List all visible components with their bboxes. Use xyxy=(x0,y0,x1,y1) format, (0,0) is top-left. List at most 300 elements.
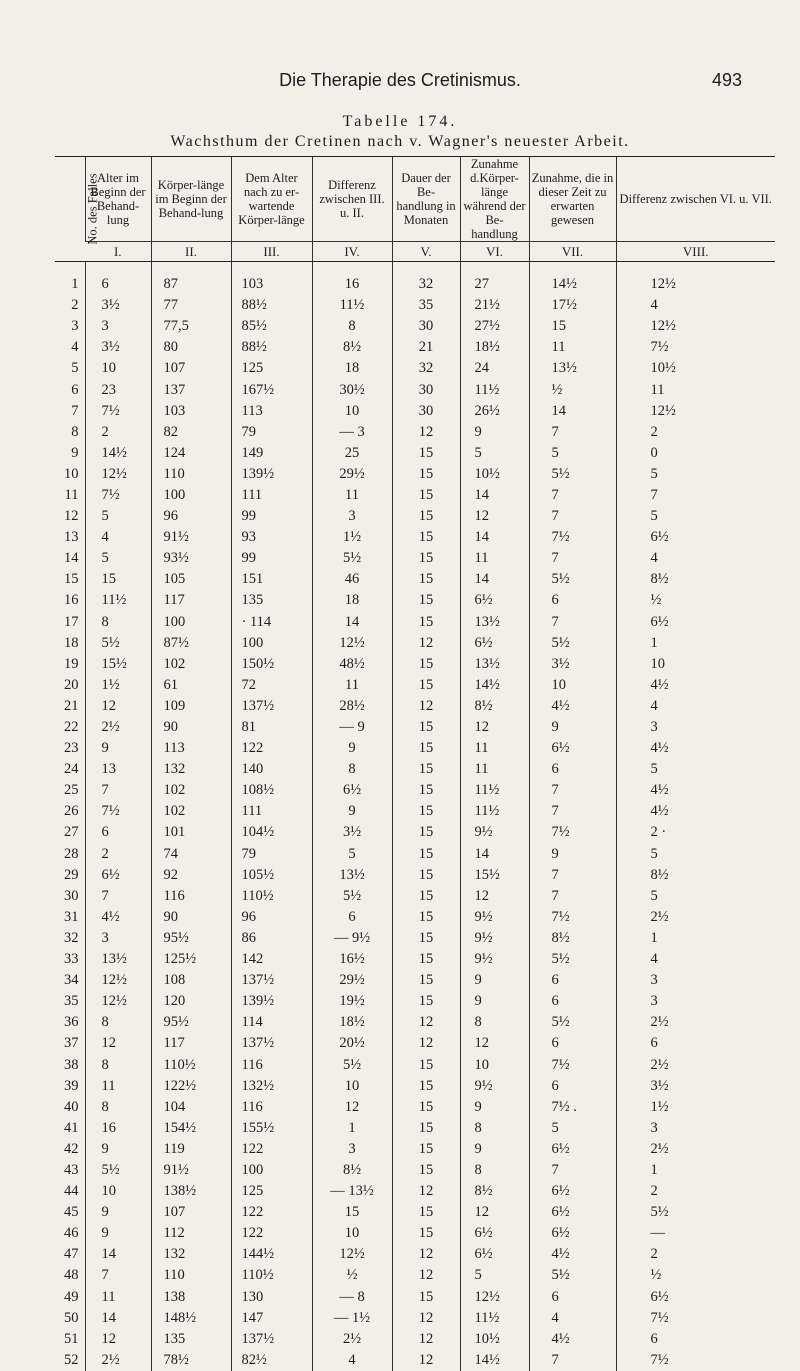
table-cell: 4½ xyxy=(616,675,775,696)
table-cell: 105½ xyxy=(231,865,312,886)
case-number-cell: 5 xyxy=(71,360,79,377)
table-cell: 3 xyxy=(312,1139,392,1160)
table-cell: 4 xyxy=(616,949,775,970)
table-cell: 30 xyxy=(392,316,460,337)
table-cell: 29½ xyxy=(312,464,392,485)
table-cell: 6½ xyxy=(460,633,529,654)
table-cell: 8½ xyxy=(460,696,529,717)
table-cell: 112 xyxy=(151,1223,231,1244)
table-cell: 91½ xyxy=(151,527,231,548)
table-label: Tabelle 174. xyxy=(342,113,458,130)
table-cell: 105 xyxy=(151,569,231,590)
table-cell: 18 xyxy=(312,358,392,379)
table-row xyxy=(55,1033,775,1054)
case-number-cell: 17 xyxy=(64,613,79,630)
table-cell: 6½ xyxy=(616,1287,775,1308)
table-cell: 15 xyxy=(312,1202,392,1223)
column-numeral-7: VII. xyxy=(529,242,616,262)
table-cell: 4½ xyxy=(529,696,616,717)
table-cell: 10 xyxy=(85,358,151,379)
table-cell: 116 xyxy=(231,1054,312,1075)
case-number-cell: 34 xyxy=(64,972,79,989)
table-cell: 16½ xyxy=(312,949,392,970)
table-cell: 15 xyxy=(392,485,460,506)
table-cell: 5½ xyxy=(312,548,392,569)
table-cell: 88½ xyxy=(231,337,312,358)
table-cell: 4½ xyxy=(616,780,775,801)
table-cell: ½ xyxy=(616,590,775,611)
table-cell: 1 xyxy=(616,633,775,654)
table-cell: 29½ xyxy=(312,970,392,991)
table-cell: 9 xyxy=(85,1139,151,1160)
table-row xyxy=(55,717,775,738)
case-number-cell: 49 xyxy=(64,1288,79,1305)
table-row xyxy=(55,422,775,443)
table-cell: 122 xyxy=(231,1223,312,1244)
table-cell: 12 xyxy=(392,1308,460,1329)
table-cell: 26½ xyxy=(460,401,529,422)
table-cell: 9 xyxy=(312,738,392,759)
table-cell: 13½ xyxy=(85,949,151,970)
table-row xyxy=(55,337,775,358)
table-cell: 13½ xyxy=(460,654,529,675)
table-cell: 3 xyxy=(616,1118,775,1139)
table-cell: 11 xyxy=(460,738,529,759)
table-cell: 15 xyxy=(392,464,460,485)
table-cell: 10½ xyxy=(460,464,529,485)
table-cell: 132 xyxy=(151,1244,231,1265)
column-header-2: Körper-länge im Beginn der Behand-lung xyxy=(151,157,231,242)
table-cell: 2½ xyxy=(312,1329,392,1350)
table-cell: 9½ xyxy=(460,1076,529,1097)
case-number-cell: 8 xyxy=(71,423,79,440)
table-row xyxy=(55,675,775,696)
table-cell: 9½ xyxy=(460,822,529,843)
table-cell: 1½ xyxy=(85,675,151,696)
case-number-cell: 27 xyxy=(64,824,79,841)
table-cell: 78½ xyxy=(151,1350,231,1371)
table-cell: 6 xyxy=(616,1033,775,1054)
table-cell: 15 xyxy=(392,612,460,633)
table-row xyxy=(55,612,775,633)
table-cell: 5½ xyxy=(312,1054,392,1075)
table-cell: 3½ xyxy=(85,337,151,358)
table-cell: 111 xyxy=(231,801,312,822)
table-cell: 15 xyxy=(392,1118,460,1139)
table-cell: 15 xyxy=(392,759,460,780)
table-cell: 8 xyxy=(85,1097,151,1118)
table-cell: 9 xyxy=(460,1097,529,1118)
table-cell: 14 xyxy=(460,527,529,548)
table-cell: 12 xyxy=(392,1350,460,1371)
table-cell: 125½ xyxy=(151,949,231,970)
table-cell: 6 xyxy=(529,1076,616,1097)
table-cell: 6 xyxy=(312,907,392,928)
table-cell: 8½ xyxy=(529,928,616,949)
table-cell: 7 xyxy=(529,548,616,569)
table-cell: 23 xyxy=(85,379,151,400)
table-cell: 9 xyxy=(460,991,529,1012)
table-cell: 2 · xyxy=(616,822,775,843)
table-cell: 150½ xyxy=(231,654,312,675)
table-cell: 132 xyxy=(151,759,231,780)
table-row xyxy=(55,379,775,400)
table-cell: 125 xyxy=(231,1181,312,1202)
table-row xyxy=(55,569,775,590)
table-cell: 148½ xyxy=(151,1308,231,1329)
table-cell: 6½ xyxy=(460,1223,529,1244)
table-row xyxy=(55,527,775,548)
table-cell: 15 xyxy=(392,949,460,970)
table-cell: 30½ xyxy=(312,379,392,400)
table-cell: 48½ xyxy=(312,654,392,675)
table-cell: 3½ xyxy=(85,295,151,316)
table-cell: 3½ xyxy=(616,1076,775,1097)
case-number-cell: 16 xyxy=(64,592,79,609)
table-cell: 117 xyxy=(151,590,231,611)
table-cell: 104 xyxy=(151,1097,231,1118)
table-cell: 72 xyxy=(231,675,312,696)
table-cell: 147 xyxy=(231,1308,312,1329)
table-cell: 6½ xyxy=(460,1244,529,1265)
table-cell: 28½ xyxy=(312,696,392,717)
table-cell: 15½ xyxy=(85,654,151,675)
table-cell: 16 xyxy=(312,262,392,296)
table-cell: 7 xyxy=(529,780,616,801)
table-cell: 25 xyxy=(312,443,392,464)
table-cell: 20½ xyxy=(312,1033,392,1054)
table-cell: 4 xyxy=(529,1308,616,1329)
table-cell: 61 xyxy=(151,675,231,696)
table-cell: 15 xyxy=(392,738,460,759)
table-cell: 9 xyxy=(312,801,392,822)
table-cell: 12 xyxy=(312,1097,392,1118)
table-cell: 30 xyxy=(392,379,460,400)
table-cell: 110½ xyxy=(231,1265,312,1286)
table-cell: 3 xyxy=(616,970,775,991)
table-cell: 14 xyxy=(85,1308,151,1329)
column-headers xyxy=(55,157,775,242)
column-header-3: Dem Alter nach zu er-wartende Körper-länge xyxy=(231,157,312,242)
table-cell: 138½ xyxy=(151,1181,231,1202)
table-cell: 10½ xyxy=(616,358,775,379)
table-cell: 100 xyxy=(231,633,312,654)
table-cell: 12½ xyxy=(616,401,775,422)
table-row xyxy=(55,1076,775,1097)
table-row xyxy=(55,970,775,991)
table-row xyxy=(55,548,775,569)
case-number-cell: 1 xyxy=(71,276,79,293)
table-cell: 82½ xyxy=(231,1350,312,1371)
table-cell: 5 xyxy=(616,464,775,485)
table-cell: 120 xyxy=(151,991,231,1012)
table-cell: 155½ xyxy=(231,1118,312,1139)
table-cell: 11½ xyxy=(312,295,392,316)
table-cell: 5 xyxy=(312,844,392,865)
table-cell: 16 xyxy=(85,1118,151,1139)
table-cell: 14½ xyxy=(529,262,616,296)
table-cell: 19½ xyxy=(312,991,392,1012)
table-cell: 9 xyxy=(460,970,529,991)
table-cell: 12½ xyxy=(616,262,775,296)
table-cell: 1 xyxy=(312,1118,392,1139)
table-cell: 111 xyxy=(231,485,312,506)
table-row xyxy=(55,295,775,316)
table-cell: 3 xyxy=(616,991,775,1012)
table-cell: 5 xyxy=(616,844,775,865)
table-row xyxy=(55,1202,775,1223)
table-cell: 7½ xyxy=(85,801,151,822)
table-cell: 14 xyxy=(312,612,392,633)
table-cell: 15 xyxy=(392,717,460,738)
table-row xyxy=(55,991,775,1012)
table-cell: 4½ xyxy=(529,1329,616,1350)
table-cell: 5 xyxy=(85,548,151,569)
table-row xyxy=(55,1181,775,1202)
table-row xyxy=(55,262,775,296)
table-cell: 6½ xyxy=(529,738,616,759)
table-cell: 27 xyxy=(460,262,529,296)
table-cell: 93 xyxy=(231,527,312,548)
table-cell: 7½ xyxy=(529,822,616,843)
table-cell: 5 xyxy=(529,1118,616,1139)
table-cell: 12 xyxy=(460,506,529,527)
case-number-cell: 45 xyxy=(64,1204,79,1221)
table-cell: 15 xyxy=(392,654,460,675)
table-cell: 122 xyxy=(231,1139,312,1160)
table-cell: 5 xyxy=(616,759,775,780)
table-cell: 6½ xyxy=(616,612,775,633)
table-cell: 5½ xyxy=(529,949,616,970)
case-number-cell: 36 xyxy=(64,1014,79,1031)
table-row xyxy=(55,865,775,886)
table-cell: 7 xyxy=(616,485,775,506)
case-number-cell: 39 xyxy=(64,1077,79,1094)
table-cell: 4 xyxy=(616,548,775,569)
table-row xyxy=(55,1244,775,1265)
table-cell: 8 xyxy=(312,316,392,337)
table-cell: 5½ xyxy=(85,633,151,654)
table-cell: 1½ xyxy=(616,1097,775,1118)
table-row xyxy=(55,844,775,865)
case-number-cell: 18 xyxy=(64,634,79,651)
table-cell: 24 xyxy=(460,358,529,379)
table-cell: 12½ xyxy=(460,1287,529,1308)
table-cell: 15 xyxy=(392,1139,460,1160)
table-cell: 100 xyxy=(231,1160,312,1181)
table-cell: 15 xyxy=(392,822,460,843)
table-cell: 9 xyxy=(529,844,616,865)
table-cell: 14 xyxy=(460,844,529,865)
column-header-0 xyxy=(55,157,100,262)
table-cell: 13½ xyxy=(460,612,529,633)
table-row xyxy=(55,1329,775,1350)
table-cell: 7½ xyxy=(85,485,151,506)
table-cell: 12½ xyxy=(85,464,151,485)
table-cell: 15 xyxy=(392,970,460,991)
table-cell: 13½ xyxy=(312,865,392,886)
table-cell: 6 xyxy=(529,759,616,780)
table-row xyxy=(55,1308,775,1329)
table-cell: 9 xyxy=(529,717,616,738)
table-cell: 2 xyxy=(616,1181,775,1202)
table-cell: 8½ xyxy=(312,337,392,358)
table-cell: 5½ xyxy=(529,1012,616,1033)
table-cell: 8 xyxy=(460,1118,529,1139)
table-cell: 142 xyxy=(231,949,312,970)
table-cell: 140 xyxy=(231,759,312,780)
table-cell: 11 xyxy=(616,379,775,400)
case-number-cell: 22 xyxy=(64,719,79,736)
table-cell: 46 xyxy=(312,569,392,590)
table-cell: 14 xyxy=(85,1244,151,1265)
table-cell: 7½ xyxy=(85,401,151,422)
table-row xyxy=(55,696,775,717)
table-row xyxy=(55,1265,775,1286)
case-number-cell: 41 xyxy=(64,1119,79,1136)
table-cell: 87½ xyxy=(151,633,231,654)
table-row xyxy=(55,1054,775,1075)
table-cell: 5½ xyxy=(529,569,616,590)
case-number-cell: 42 xyxy=(64,1140,79,1157)
table-cell: 137½ xyxy=(231,1329,312,1350)
table-cell: 15 xyxy=(392,907,460,928)
table-cell: 99 xyxy=(231,506,312,527)
case-number-cell: 29 xyxy=(64,866,79,883)
table-cell: 79 xyxy=(231,844,312,865)
table-cell: 1½ xyxy=(312,527,392,548)
case-number-cell: 44 xyxy=(64,1183,79,1200)
table-cell: 7 xyxy=(529,1160,616,1181)
table-cell: 12 xyxy=(460,886,529,907)
table-cell: 7 xyxy=(529,506,616,527)
table-cell: 90 xyxy=(151,907,231,928)
table-cell: 6½ xyxy=(85,865,151,886)
table-row xyxy=(55,633,775,654)
table-cell: 11 xyxy=(85,1076,151,1097)
case-number-cell: 3 xyxy=(71,318,79,335)
table-cell: 87 xyxy=(151,262,231,296)
table-cell: 82 xyxy=(151,422,231,443)
table-cell: 91½ xyxy=(151,1160,231,1181)
table-cell: 11½ xyxy=(460,780,529,801)
table-cell: 96 xyxy=(151,506,231,527)
table-cell: 6 xyxy=(529,590,616,611)
case-number-cell: 48 xyxy=(64,1267,79,1284)
table-cell: 96 xyxy=(231,907,312,928)
table-cell: 102 xyxy=(151,654,231,675)
table-row xyxy=(55,759,775,780)
table-row xyxy=(55,401,775,422)
table-cell: 4½ xyxy=(85,907,151,928)
table-cell: 12½ xyxy=(85,991,151,1012)
column-numeral-5: V. xyxy=(392,242,460,262)
case-number-cell: 11 xyxy=(64,486,79,503)
table-cell: 10 xyxy=(460,1054,529,1075)
table-cell: 12 xyxy=(392,1329,460,1350)
table-cell: 2 xyxy=(85,422,151,443)
table-row xyxy=(55,1139,775,1160)
table-cell: 8½ xyxy=(460,1181,529,1202)
table-cell: 122½ xyxy=(151,1076,231,1097)
table-cell: 5½ xyxy=(529,1265,616,1286)
table-cell: 11 xyxy=(460,548,529,569)
case-number-cell: 26 xyxy=(64,803,79,820)
case-number-header: No. des Falles xyxy=(85,173,100,245)
table-cell: 15 xyxy=(392,1223,460,1244)
table-cell: 135 xyxy=(231,590,312,611)
table-cell: 154½ xyxy=(151,1118,231,1139)
table-cell: 81 xyxy=(231,717,312,738)
table-cell: 15 xyxy=(392,527,460,548)
table-cell: 11½ xyxy=(85,590,151,611)
table-cell: 4½ xyxy=(616,801,775,822)
table-cell: 104½ xyxy=(231,822,312,843)
table-cell: 86 xyxy=(231,928,312,949)
table-cell: 12 xyxy=(85,1033,151,1054)
table-cell: 15 xyxy=(392,548,460,569)
table-cell: 18½ xyxy=(460,337,529,358)
case-number-cell: 7 xyxy=(71,402,79,419)
table-cell: 122 xyxy=(231,1202,312,1223)
table-cell: 6½ xyxy=(312,780,392,801)
table-cell: 12 xyxy=(392,422,460,443)
case-number-cell: 20 xyxy=(64,676,79,693)
table-cell: 5½ xyxy=(85,1160,151,1181)
table-cell: 2½ xyxy=(85,717,151,738)
table-cell: 10 xyxy=(529,675,616,696)
table-cell: — 8 xyxy=(312,1287,392,1308)
table-cell: 5½ xyxy=(616,1202,775,1223)
table-cell: 12 xyxy=(392,1012,460,1033)
table-cell: ½ xyxy=(312,1265,392,1286)
table-row xyxy=(55,654,775,675)
table-cell: 125 xyxy=(231,358,312,379)
case-number-cell: 23 xyxy=(64,740,79,757)
case-number-cell: 50 xyxy=(64,1309,79,1326)
case-number-cell: 10 xyxy=(64,465,79,482)
case-number-cell: 14 xyxy=(64,550,79,567)
table-row xyxy=(55,1097,775,1118)
table-cell: 15 xyxy=(392,1076,460,1097)
table-cell: 77,5 xyxy=(151,316,231,337)
table-cell: 7 xyxy=(529,801,616,822)
table-cell: 15 xyxy=(529,316,616,337)
table-cell: 15 xyxy=(392,1202,460,1223)
table-cell: 6½ xyxy=(529,1181,616,1202)
table-cell: 2½ xyxy=(616,1054,775,1075)
table-cell: 3 xyxy=(85,928,151,949)
table-cell: ½ xyxy=(616,1265,775,1286)
table-row xyxy=(55,780,775,801)
table-cell: 103 xyxy=(151,401,231,422)
table-cell: 3½ xyxy=(312,822,392,843)
table-cell: 167½ xyxy=(231,379,312,400)
table-row xyxy=(55,738,775,759)
table-cell: 117 xyxy=(151,1033,231,1054)
table-cell: 99 xyxy=(231,548,312,569)
table-cell: 149 xyxy=(231,443,312,464)
table-row xyxy=(55,928,775,949)
column-numeral-8: VIII. xyxy=(616,242,775,262)
table-cell: 5 xyxy=(616,886,775,907)
table-cell: 12 xyxy=(460,1033,529,1054)
table-cell: 132½ xyxy=(231,1076,312,1097)
table-cell: · 114 xyxy=(231,612,312,633)
case-number-cell: 12 xyxy=(64,508,79,525)
table-row xyxy=(55,316,775,337)
table-cell: 137 xyxy=(151,379,231,400)
